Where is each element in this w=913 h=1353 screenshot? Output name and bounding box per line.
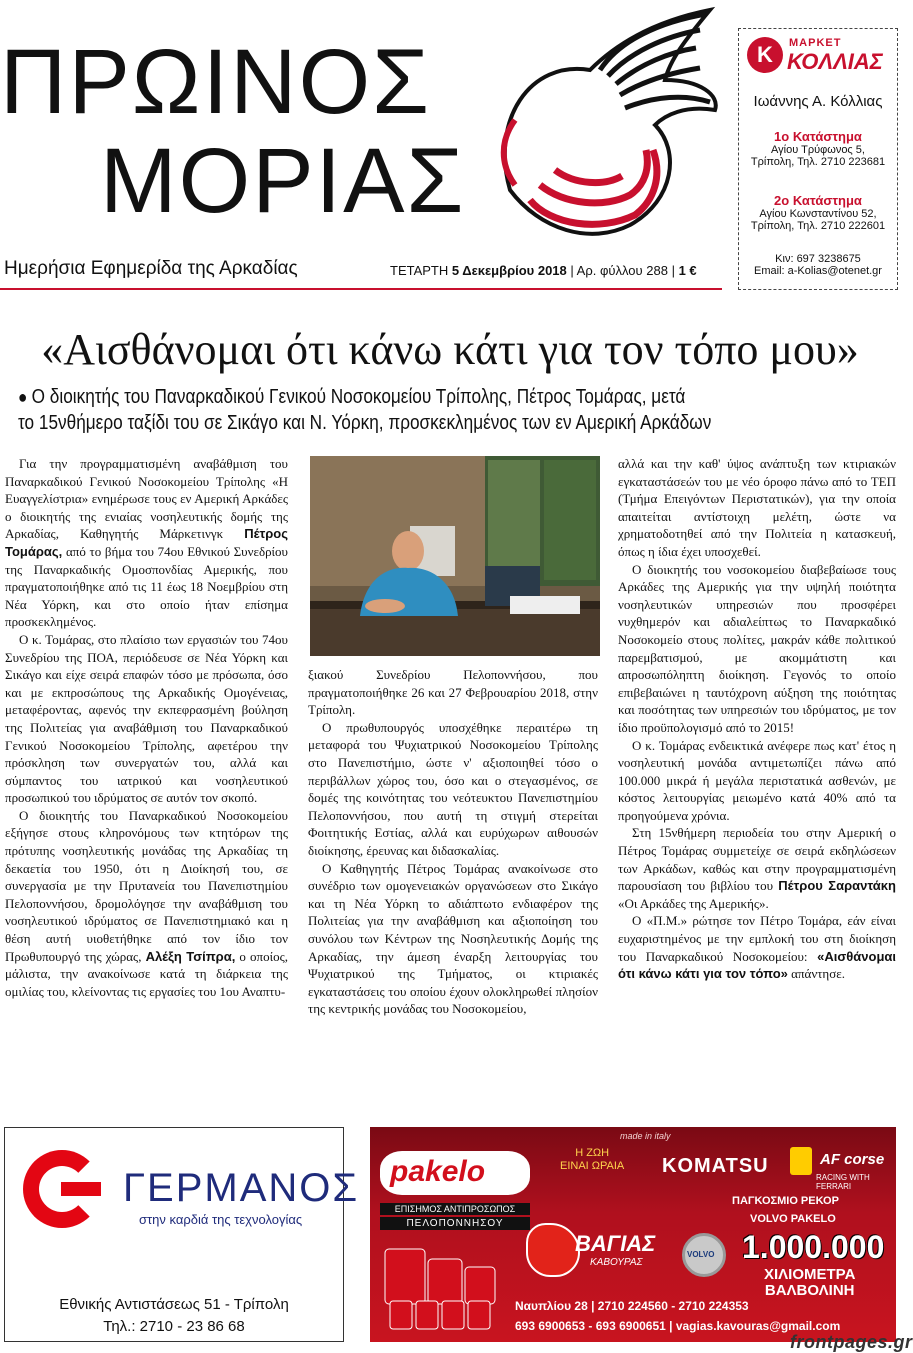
germanos-logo-bar — [61, 1182, 101, 1196]
store1-title: 1ο Κατάστημα — [774, 129, 862, 144]
peloponnese-label: ΠΕΛΟΠΟΝΝΗΣΟΥ — [380, 1217, 530, 1230]
price: 1 € — [678, 263, 697, 278]
text-run: Στη 15νθήμερη περιοδεία του στην Αμερική ο Πέτρος Τομάρας συμμετείχε σε σειρά εκδηλώσεων των Αρκάδων, καθώς και στην προγραμματισμένη παρουσίαση του βιβλίου του — [618, 825, 896, 894]
germanos-phone: Τηλ.: 2710 - 23 86 68 — [103, 1318, 245, 1335]
racing-with-ferrari: RACING WITH FERRARI — [816, 1173, 870, 1191]
logo-brand-name: ΚΟΛΛΙΑΣ — [787, 49, 883, 74]
komatsu-logo: KOMATSU — [662, 1155, 769, 1177]
made-in-italy: made in italy — [620, 1131, 671, 1141]
issue-number: Αρ. φύλλου 288 — [576, 263, 668, 278]
bold-name: Αλέξη Τσίπρα, — [145, 948, 236, 964]
text-run: Ο διοικητής του Παναρκαδικού Νοσοκομείου εξήγησε στους κληρονόμους των κτητόρων της πρότυπης νοσηλευτικής μονάδας της Αρκαδίας τη δεκαετία του 1950, ότι η Διοίκησή του, σε συνεργασία με την Πρυτανεία του Πανεπιστημίου Πελοποννήσου, δρομολόγησε την αναβάθμιση του νοσηλευτικού ιδρύματος σε Πανεπιστημιακό και η θέση αυτή υιοθετήθηκε από τον ίδιο τον Πρωθυπουργό της χώρας, — [5, 807, 288, 964]
text-run: ο οποίος, μάλιστα, την ανακοίνωσε κατά τη διάρκεια της ομιλίας του, κλείνοντας τις εργασίες του 1ου Αναπτυ- — [5, 948, 288, 999]
germanos-brand: ΓΕΡΜΑΝΟΣ — [123, 1166, 360, 1210]
km-label — [764, 1267, 855, 1299]
germanos-ad[interactable] — [4, 1127, 360, 1342]
newspaper-title-line1: ΠΡΩΙΝΟΣ — [0, 31, 432, 133]
world-record-label: ΠΑΓΚΟΣΜΙΟ ΡΕΚΟΡ — [732, 1195, 839, 1207]
paragraph: Ο κ. Τομάρας ενδεικτικά ανέφερε πως κατ' έτος η νοσηλευτική μονάδα αντιμετωπίζει πάνω από 100.000 μικρά ή μεγάλα περιστατικά ασθενών, με κόστος λειτουργίας μειωμένο κατά 40% από τα προηγούμενα χρόνια. — [618, 737, 896, 823]
paragraph: Ο πρωθυπουργός υποσχέθηκε περαιτέρω τη μεταφορά του Ψυχιατρικού Νοσοκομείου Τρίπολης στο Πανεπιστήμιο, ώστε ν' αξιοποιηθεί τόσο ο περιβάλλων χώρος του, όσο και ο στεγασμένος, σε δομές της κοινότητας του νεότευκτου Πανεπιστημίου Πελοποννήσου, που αυτή τη στιγμή στερείται Φοιτητικής Εστίας, αλλά και ευρύχωρων αιθουσών διοίκησης, έρευνας και διδασκαλίας. — [308, 719, 598, 858]
bullet-icon: ● — [18, 387, 32, 407]
dateline — [390, 263, 697, 278]
ferrari-badge-icon — [790, 1147, 812, 1175]
store2-title: 2ο Κατάστημα — [774, 193, 862, 208]
kollias-logo-icon: Κ — [747, 37, 783, 73]
source-watermark: frontpages.gr — [790, 1332, 913, 1352]
zoi-line1: Η ΖΩΗ — [575, 1147, 610, 1159]
oil-cans-icon — [380, 1239, 500, 1334]
official-rep-label: ΕΠΙΣΗΜΟΣ ΑΝΤΙΠΡΟΣΩΠΟΣ — [380, 1203, 530, 1215]
bold-quote: «Αισθάνομαι ότι κάνω κάτι για τον τόπο» — [618, 948, 896, 982]
paragraph — [5, 807, 288, 1001]
tagline: Ημερήσια Εφημερίδα της Αρκαδίας — [4, 258, 298, 279]
paragraph — [5, 455, 288, 631]
store1-phone: Τρίπολη, Τηλ. 2710 223681 — [750, 156, 886, 168]
mobile-number: Κιν: 697 3238675 — [775, 253, 861, 265]
text-run: από το βήμα του 74ου Εθνικού Συνεδρίου της Παναρκαδικής Ομοσπονδίας Αμερικής, που πραγματοποιήθηκε από τις 11 έως 18 Νοεμβρίου στη Νέα Υόρκη, και στο οποίο ήταν επίσημα προσκεκλημένος. — [5, 543, 288, 630]
km-line2: ΒΑΛΒΟΛΙΝΗ — [764, 1282, 855, 1299]
paragraph — [618, 824, 896, 912]
paragraph: Ο Καθηγητής Πέτρος Τομάρας ανακοίνωσε στο συνέδριο των ομογενειακών οργανώσεων στο Σικάγο και τη Νέα Υόρκη το αδιάπτωτο ενδιαφέρον της Πολιτείας για την αναβάθμιση και αξιοποίηση του συνόλου των Κέντρων της Νοσηλευτικής Δομής της Αρκαδίας, την άμεση έναρξη λειτουργίας του Ψυχιατρικού της Τμήματος, οι κτιριακές εγκαταστάσεις του οποίου έχουν ολοκληρωθεί πλησίον της κεντρικής μονάδας του Νοσοκομείου, — [308, 860, 598, 1017]
store1-address: Αγίου Τρύφωνος 5, — [771, 144, 865, 156]
subhead-line2: το 15νθήμερο ταξίδι του σε Σικάγο και Ν. Υόρκη, προσκεκλημένος των εν Αμερική Αρκάδων — [18, 412, 712, 434]
sep: | — [671, 263, 679, 278]
paragraph: αλλά και την καθ' ύψος ανάπτυξη των κτιριακών εγκαταστάσεών του με νέο όροφο πάνω από το ΤΕΠ (Τμήμα Επειγόντων Περιστατικών), για την οποία απαιτείται αντίστοιχη μελέτη, ώστε να χρηματοδοτηθεί από την Πολιτεία η κατασκευή, όπως η ίδια έχει υποσχεθεί. — [618, 456, 896, 559]
germanos-slogan: στην καρδιά της τεχνολογίας — [139, 1212, 303, 1227]
owner-name: Ιωάννης Α. Κόλλιας — [753, 93, 883, 110]
photo-illustration — [310, 456, 600, 656]
subhead-line1-text: Ο διοικητής του Παναρκαδικού Γενικού Νοσοκομείου Τρίπολης, Πέτρος Τομάρας, μετά — [31, 386, 686, 408]
subhead-line1 — [18, 384, 895, 410]
logo-market-label: ΜΑΡΚΕΤ — [789, 37, 842, 49]
text-run: Ο «Π.Μ.» ρώτησε τον Πέτρο Τομάρα, εάν είναι ευχαριστημένος με την εμπλοκή του στη διοίκηση του Παναρκαδικού Νοσοκομείου: — [618, 913, 896, 964]
pakelo-brand: pakelo — [390, 1155, 486, 1188]
km-line1: ΧΙΛΙΟΜΕΤΡΑ — [764, 1266, 856, 1283]
store2-phone: Τρίπολη, Τηλ. 2710 222601 — [750, 220, 886, 232]
date-day: ΤΕΤΑΡΤΗ — [390, 263, 449, 278]
bold-name: Πέτρου Σαραντάκη — [778, 878, 896, 894]
kollias-market-ad[interactable] — [738, 28, 898, 290]
pakelo-vagias-ad[interactable] — [370, 1127, 896, 1342]
email-address[interactable]: Email: a-Kolias@otenet.gr — [754, 265, 882, 277]
contacts-block — [739, 253, 897, 277]
volvo-label: VOLVO — [687, 1250, 715, 1259]
peloponnese-map-icon — [526, 1223, 580, 1277]
article-subhead — [18, 384, 895, 436]
vagias-phones: 693 6900653 - 693 6900651 | vagias.kavouras@gmail.com — [515, 1319, 841, 1333]
article-column-1 — [5, 455, 288, 1000]
dove-logo-icon — [470, 0, 720, 240]
article-column-2 — [308, 666, 598, 1018]
article-headline: «Αισθάνομαι ότι κάνω κάτι για τον τόπο μου» — [41, 325, 859, 374]
kavouras-label: ΚΑΒΟΥΡΑΣ — [590, 1257, 643, 1268]
volvo-logo-icon — [682, 1233, 726, 1277]
store1-block — [739, 129, 897, 168]
article-column-3 — [618, 455, 896, 983]
masthead — [0, 0, 725, 290]
masthead-divider — [0, 288, 722, 290]
store2-block — [739, 193, 897, 232]
zoi-line2: ΕΙΝΑΙ ΩΡΑΙΑ — [560, 1160, 625, 1172]
af-corse-logo: AF corse — [820, 1151, 885, 1168]
germanos-address: Εθνικής Αντιστάσεως 51 - Τρίπολη — [59, 1296, 289, 1313]
bold-name: Πέτρος Τομάρας, — [5, 526, 288, 559]
sep: | — [570, 263, 577, 278]
volvo-pakelo-label: VOLVO PAKELO — [750, 1213, 836, 1225]
zoi-slogan — [560, 1147, 624, 1173]
newspaper-title-line2: ΜΟΡΙΑΣ — [100, 130, 466, 232]
paragraph: Ο διοικητής του νοσοκομείου διαβεβαίωσε τους Αρκάδες της Αμερικής για την υψηλή ποιότητα νοσηλευτικών υπηρεσιών που προσφέρει νυχθημερόν και αδιαλείπτως το Παναρκαδικό Νοσοκομείο στους πολίτες, μακράν κάθε πολιτικού παρεμβατισμού, με ακομμάτιστη και απροσωπόληπτη διοίκηση. Γεγονός το οποίο επιβεβαιώνει η ταυτόχρονη αύξηση της ποιότητας και ποσότητας των υπηρεσιών του ιδρύματος, με τον ίδιο προϋπολογισμό από το 2015! — [618, 561, 896, 735]
date-full: 5 Δεκεμβρίου 2018 — [451, 263, 567, 278]
paragraph: ξιακού Συνεδρίου Πελοποννήσου, που πραγματοποιήθηκε 26 και 27 Φεβρουαρίου 2018, στην Τρίπολη. — [308, 667, 598, 718]
article-photo — [310, 456, 600, 656]
vagias-address: Ναυπλίου 28 | 2710 224560 - 2710 224353 — [515, 1299, 749, 1313]
million-figure: 1.000.000 — [742, 1229, 885, 1265]
store2-address: Αγίου Κωνσταντίνου 52, — [759, 208, 877, 220]
text-run: απάντησε. — [787, 966, 845, 982]
paragraph: Ο κ. Τομάρας, στο πλαίσιο των εργασιών του 74ου Συνεδρίου της ΠΟΑ, περιόδευσε σε Νέα Υόρκη και Σικάγο και είχε σειρά επαφών τόσο με πρόσωπα, όσο και με εκπροσώπους της Αρκαδικής Ομογένειας, μεταφέροντας, αφενός την εκπεφρασμένη βούληση της Πολιτείας για αναβάθμιση του Παναρκαδικού Γενικού Νοσοκομείου Τρίπολης, αφετέρου την πρόσκληση των συνεργατών του, αλλά και σύμπαντος του ιατρικού και νοσηλευτικού προσωπικού του ιδρύματος σε αυτόν τον σκοπό. — [5, 631, 288, 806]
text-run: «Οι Αρκάδες της Αμερικής». — [618, 895, 769, 911]
paragraph — [618, 912, 896, 982]
text-run: Για την προγραμματισμένη αναβάθμιση του Παναρκαδικού Γενικού Νοσοκομείου Τρίπολης «Η Ευαγγελίστρια» ενημέρωσε τους εν Αμερική Αρκάδες ο διοικητής της ενιαίας νοσηλευτικής δομής της Αρκαδίας, Καθηγητής Μάρκετινγκ — [5, 456, 288, 542]
vagias-brand: ΒΑΓΙΑΣ — [575, 1231, 656, 1256]
